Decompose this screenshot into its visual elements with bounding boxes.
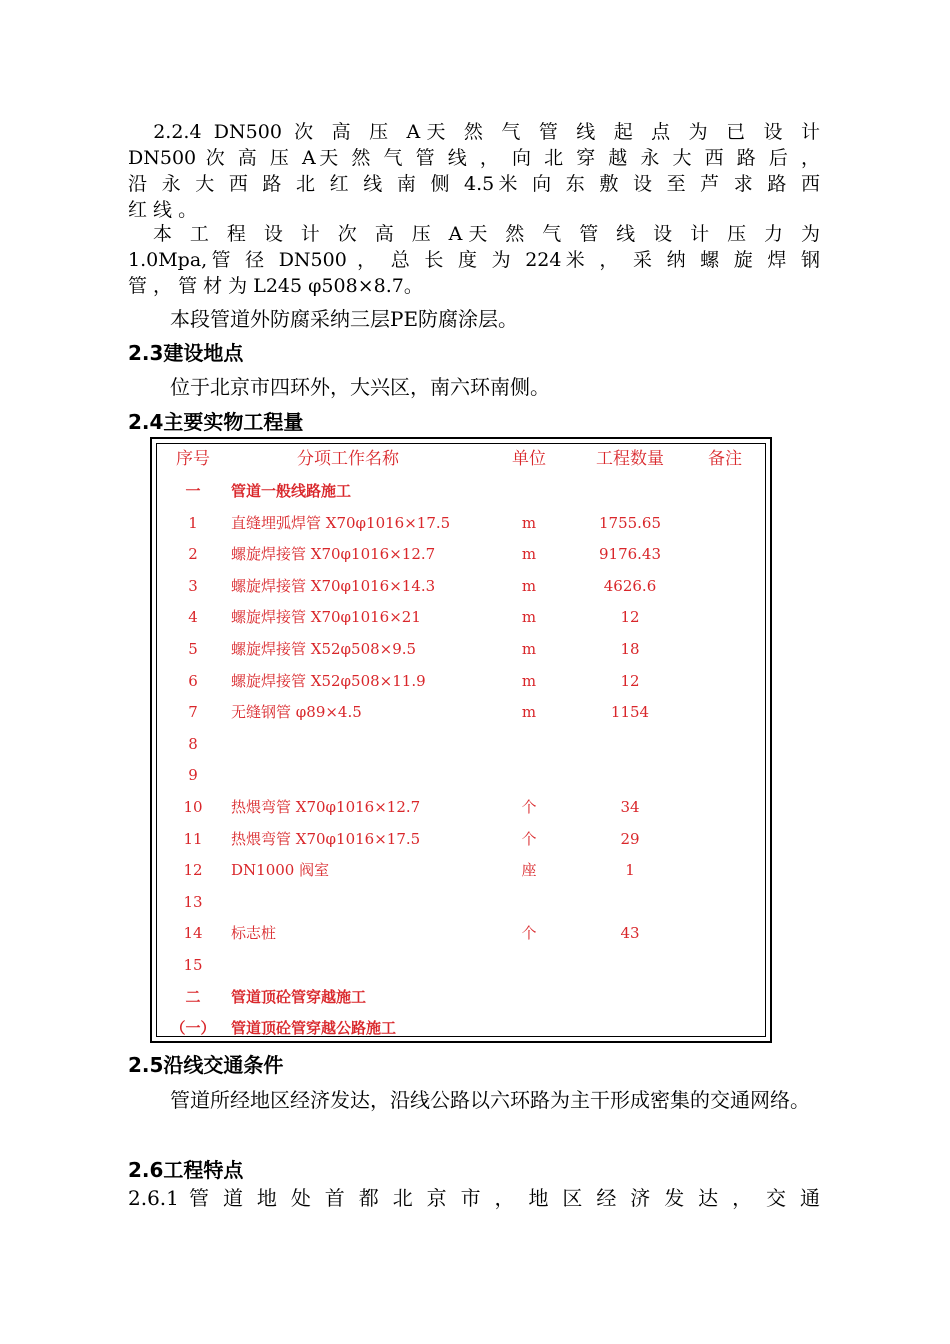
design-line-2: 1.0Mpa,管 径 DN500 ， 总 长 度 为 224米 ， 采 纳 螺 旋 焊 钢 [128,249,820,271]
row-qty: 1 [625,861,635,880]
row-name: 标志桩 [231,924,277,943]
row-name: 热煨弯管 X70φ1016×17.5 [231,829,421,848]
header-no: 序号 [176,449,210,469]
para-224-line-4: 红 线 。 [128,199,198,221]
row-qty: 12 [620,608,640,627]
table-row [157,508,765,538]
row-name: 螺旋焊接管 X70φ1016×14.3 [231,576,436,595]
row-no: 一 [185,482,201,500]
header-name: 分项工作名称 [297,449,399,469]
table-row [157,855,765,885]
table-row [157,824,765,854]
table-row [157,918,765,948]
row-name: DN1000 阀室 [231,861,330,880]
row-unit: m [521,545,537,564]
para-224-line-2: DN500 次 高 压 A天 然 气 管 线 ， 向 北 穿 越 永 大 西 路 后 ， [128,147,820,169]
row-name: 管道顶砼管穿越公路施工 [231,1019,397,1038]
anticorrosion-text: 本段管道外防腐采纳三层PE防腐涂层。 [170,307,519,331]
table-row [157,634,765,664]
row-name: 无缝钢管 φ89×4.5 [231,703,362,722]
row-unit: 个 [521,798,537,816]
row-name: 热煨弯管 X70φ1016×12.7 [231,798,421,816]
row-unit: m [521,671,537,690]
table-row [157,1013,765,1043]
table-row [157,982,765,1012]
row-no: 3 [188,576,198,595]
row-no: 13 [183,892,203,911]
table-header-row [157,444,765,474]
row-no: （一） [170,1019,216,1038]
table-row [157,760,765,790]
row-no: 12 [183,861,203,880]
row-unit: m [521,576,537,595]
table-row [157,539,765,569]
section-24-heading: 2.4主要实物工程量 [128,410,304,434]
row-qty: 34 [620,798,640,816]
row-no: 7 [188,703,198,722]
section-23-text: 位于北京市四环外，大兴区，南六环南侧。 [170,375,550,399]
row-unit: m [521,608,537,627]
row-unit: 个 [521,829,537,848]
row-unit: 座 [521,861,537,880]
row-no: 6 [188,671,198,690]
row-qty: 12 [620,671,640,690]
row-name: 管道一般线路施工 [231,482,352,500]
row-no: 1 [188,513,198,532]
row-name: 直缝埋弧焊管 X70φ1016×17.5 [231,513,451,532]
table-row [157,887,765,917]
table-row [157,602,765,632]
para-224-line-3: 沿 永 大 西 路 北 红 线 南 侧 4.5米 向 东 敷 设 至 芦 求 路 西 [128,173,820,195]
row-no: 二 [185,987,201,1006]
section-25-heading: 2.5沿线交通条件 [128,1053,284,1077]
table-row [157,571,765,601]
row-unit: m [521,703,537,722]
row-no: 4 [188,608,198,627]
table-row [157,666,765,696]
quantity-table-inner [156,443,766,1037]
row-no: 10 [183,798,203,816]
table-row [157,729,765,759]
row-name: 螺旋焊接管 X52φ508×9.5 [231,640,417,658]
section-26-line: 2.6.1 管 道 地 处 首 都 北 京 市 ， 地 区 经 济 发 达 ， 交 通 [128,1186,820,1210]
row-qty: 1154 [610,703,650,722]
header-note: 备注 [708,449,742,469]
row-qty: 4626.6 [603,576,657,595]
row-qty: 43 [620,924,640,943]
design-line-3: 管 ， 管 材 为 L245 φ508×8.7。 [128,275,423,297]
row-name: 螺旋焊接管 X70φ1016×21 [231,608,421,627]
table-row [157,476,765,506]
row-unit: m [521,640,537,658]
para-224-line-1: 2.2.4 DN500 次 高 压 A天 然 气 管 线 起 点 为 已 设 计 [128,121,820,143]
row-qty: 9176.43 [598,545,662,564]
row-no: 2 [188,545,198,564]
row-no: 15 [183,956,203,974]
row-unit: m [521,513,537,532]
row-name: 螺旋焊接管 X70φ1016×12.7 [231,545,436,564]
row-no: 11 [183,829,203,848]
row-no: 5 [188,640,198,658]
row-qty: 1755.65 [598,513,662,532]
row-no: 8 [188,734,198,753]
row-no: 9 [188,766,198,785]
design-line-1: 本 工 程 设 计 次 高 压 A天 然 气 管 线 设 计 压 力 为 [128,223,820,245]
row-no: 14 [183,924,203,943]
section-23-heading: 2.3建设地点 [128,341,244,365]
table-row [157,792,765,822]
section-25-text: 管道所经地区经济发达，沿线公路以六环路为主干形成密集的交通网络。 [170,1088,810,1112]
row-qty: 29 [620,829,640,848]
row-name: 螺旋焊接管 X52φ508×11.9 [231,671,426,690]
header-qty: 工程数量 [596,449,664,469]
row-qty: 18 [620,640,640,658]
row-unit: 个 [521,924,537,943]
quantity-table [150,437,772,1043]
table-row [157,950,765,980]
section-26-heading: 2.6工程特点 [128,1158,244,1182]
header-unit: 单位 [512,449,546,469]
row-name: 管道顶砼管穿越施工 [231,987,367,1006]
table-row [157,697,765,727]
